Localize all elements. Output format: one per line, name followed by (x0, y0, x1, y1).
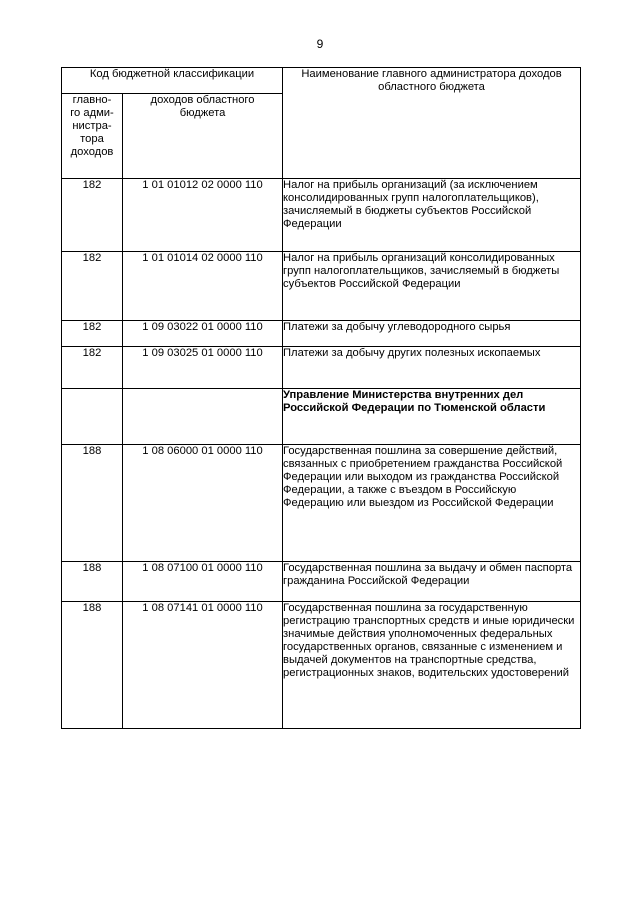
table-row (62, 602, 581, 729)
admin-code-cell: 182 (62, 179, 123, 252)
revenue-code-cell: 1 01 01014 02 0000 110 (123, 252, 283, 321)
table-row (62, 252, 581, 321)
admin-code-cell (62, 389, 123, 445)
admin-code-cell: 188 (62, 602, 123, 729)
revenue-name-cell: Государственная пошлина за государственную регистрацию транспортных средств и иные юридически значимые действия уполномоченных федеральных государственных органов, связанные с изменением и выдачей документов на транспортные средства, регистрационных знаков, водительских удостоверений (283, 602, 581, 729)
revenue-name-cell: Налог на прибыль организаций консолидированных групп налогоплательщиков, зачисляемый в бюджеты субъектов Российской Федерации (283, 252, 581, 321)
revenue-name-cell: Государственная пошлина за совершение действий, связанных с приобретением гражданства Российской Федерации или выходом из гражданства Российской Федерации, а также с въездом в Российскую Федерацию или выездом из Российской Федерации (283, 445, 581, 562)
header-administrator-name: Наименование главного администратора доходов областного бюджета (283, 68, 581, 179)
revenue-name-cell: Государственная пошлина за выдачу и обмен паспорта гражданина Российской Федерации (283, 562, 581, 602)
table-row (62, 179, 581, 252)
table-header (62, 68, 581, 179)
revenue-code-cell: 1 09 03025 01 0000 110 (123, 347, 283, 389)
admin-code-cell: 182 (62, 347, 123, 389)
revenue-code-cell: 1 08 06000 01 0000 110 (123, 445, 283, 562)
section-heading-cell: Управление Министерства внутренних дел Российской Федерации по Тюменской области (283, 389, 581, 445)
revenue-code-cell (123, 389, 283, 445)
revenue-code-cell: 1 08 07100 01 0000 110 (123, 562, 283, 602)
table-row (62, 562, 581, 602)
revenue-name-cell: Налог на прибыль организаций (за исключением консолидированных групп налогоплательщиков), зачисляемый в бюджеты субъектов Российской Федерации (283, 179, 581, 252)
table-body (62, 179, 581, 729)
page-number: 9 (316, 37, 324, 51)
header-budget-classification-code: Код бюджетной классификации (62, 68, 283, 94)
revenue-code-cell: 1 09 03022 01 0000 110 (123, 321, 283, 347)
table-row (62, 445, 581, 562)
table-row (62, 321, 581, 347)
admin-code-cell: 182 (62, 252, 123, 321)
admin-code-cell: 188 (62, 445, 123, 562)
budget-classification-table (61, 67, 581, 729)
table-row (62, 347, 581, 389)
admin-code-cell: 188 (62, 562, 123, 602)
revenue-name-cell: Платежи за добычу других полезных ископаемых (283, 347, 581, 389)
revenue-code-cell: 1 08 07141 01 0000 110 (123, 602, 283, 729)
header-chief-administrator: главно- го адми- нистра- тора доходов (62, 94, 123, 179)
revenue-code-cell: 1 01 01012 02 0000 110 (123, 179, 283, 252)
admin-code-cell: 182 (62, 321, 123, 347)
header-regional-budget-revenues: доходов областного бюджета (123, 94, 283, 179)
revenue-name-cell: Платежи за добычу углеводородного сырья (283, 321, 581, 347)
table-row-section-heading (62, 389, 581, 445)
